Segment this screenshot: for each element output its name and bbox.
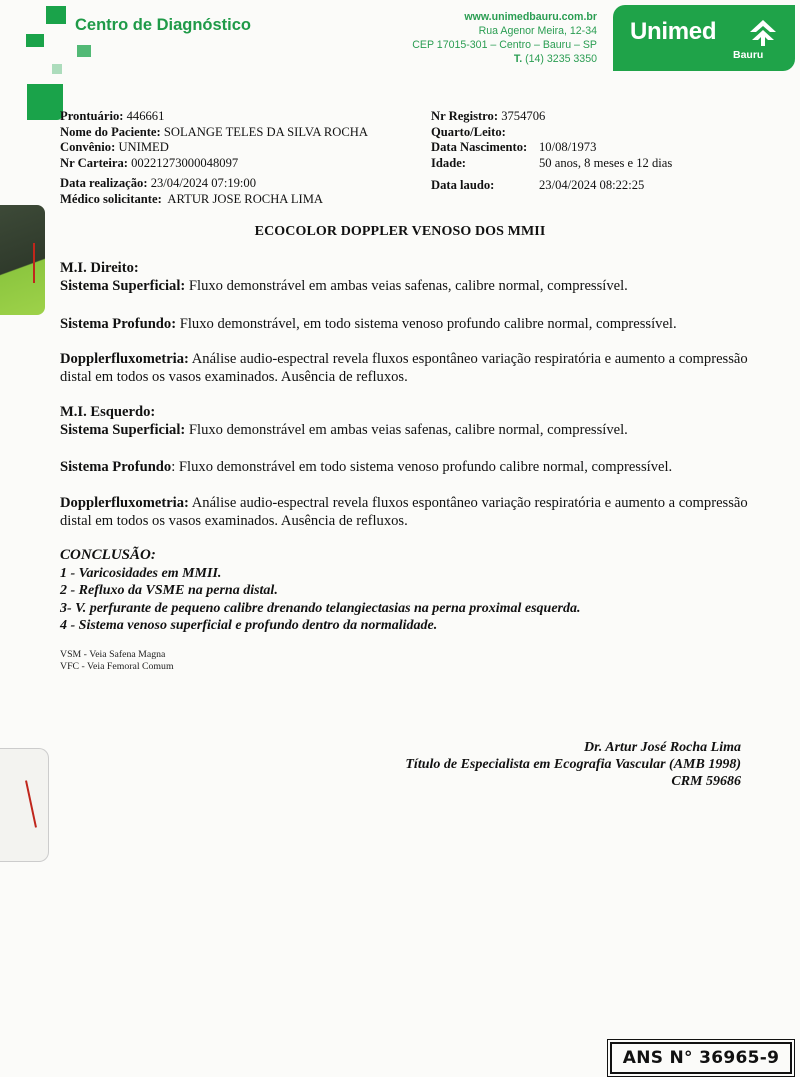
left-limb-section (60, 403, 760, 439)
data-realizacao-value: 23/04/2024 07:19:00 (150, 176, 257, 190)
left-doppler-paragraph: Dopplerfluxometria: Análise audio-espectral revela fluxos espontâneo variação respiratória e aumento a compressão distal em todos os vasos examinados. Ausência de refluxos. (60, 495, 748, 529)
unimed-logo (613, 5, 795, 71)
laudo-row: Data laudo: 23/04/2024 08:22:25 (431, 178, 645, 192)
doctor-title: Título de Especialista em Ecografia Vascular (AMB 1998) (405, 757, 741, 772)
conclusion-item: 1 - Varicosidades em MMII. (60, 565, 222, 581)
logo-city: Bauru (733, 49, 764, 61)
idade-value: 50 anos, 8 meses e 12 dias (539, 155, 673, 170)
clinic-name: Centro de Diagnóstico (75, 16, 252, 34)
conclusion-heading: CONCLUSÃO: (60, 547, 156, 563)
patient-info-right (431, 109, 672, 171)
clinic-address-block (412, 10, 597, 66)
registro-row: Nr Registro: 3754706 (431, 109, 546, 123)
address-line-2: CEP 17015-301 – Centro – Bauru – SP (412, 39, 597, 51)
right-doppler-paragraph: Dopplerfluxometria: Análise audio-espectral revela fluxos espontâneo variação respiratória e aumento a compressão distal em todos os vasos examinados. Ausência de refluxos. (60, 351, 748, 385)
nascimento-row: Data Nascimento: 10/08/1973 (431, 140, 597, 154)
address-line-1: Rua Agenor Meira, 12-34 (478, 25, 597, 37)
prontuario-row: Prontuário: 446661 (60, 109, 165, 123)
conclusion-item: 2 - Refluxo da VSME na perna distal. (60, 583, 278, 598)
right-deep-paragraph: Sistema Profundo: Fluxo demonstrável, em todo sistema venoso profundo calibre normal, compressível. (60, 316, 677, 332)
conclusion-item: 3- V. perfurante de pequeno calibre drenando telangiectasias na perna proximal esquerda. (60, 600, 581, 616)
exam-info-left (60, 176, 323, 207)
right-superficial-paragraph: Sistema Superficial: Fluxo demonstrável em ambas veias safenas, calibre normal, compressível. (60, 278, 628, 294)
idade-row: Idade: 50 anos, 8 meses e 12 dias (431, 155, 673, 170)
phone-number: (14) 3235 3350 (525, 53, 597, 65)
abbreviation-item: VFC - Veia Femoral Comum (60, 661, 174, 672)
medico-row: Médico solicitante: ARTUR JOSE ROCHA LIMA (60, 191, 324, 206)
right-limb-heading: M.I. Direito: (60, 260, 139, 276)
patient-info-left (60, 109, 368, 171)
red-mark-top (33, 243, 35, 283)
right-limb-section (60, 259, 760, 295)
report-title: ECOCOLOR DOPPLER VENOSO DOS MMII (254, 224, 546, 239)
left-superficial-paragraph: Sistema Superficial: Fluxo demonstrável em ambas veias safenas, calibre normal, compressível. (60, 422, 628, 438)
doctor-name: Dr. Artur José Rocha Lima (583, 740, 741, 755)
medico-value: ARTUR JOSE ROCHA LIMA (167, 191, 324, 206)
conclusion-item: 4 - Sistema venoso superficial e profundo dentro da normalidade. (60, 618, 438, 633)
data-realizacao-row: Data realização: 23/04/2024 07:19:00 (60, 176, 257, 190)
carteira-row: Nr Carteira: 00221273000048097 (60, 155, 239, 170)
signature-block (405, 739, 741, 790)
doctor-crm: CRM 59686 (671, 774, 741, 789)
left-deep-paragraph: Sistema Profundo: Fluxo demonstrável em todo sistema venoso profundo calibre normal, compressível. (60, 459, 673, 475)
patient-name-value: SOLANGE TELES DA SILVA ROCHA (163, 124, 368, 139)
patient-name-row: Nome do Paciente: SOLANGE TELES DA SILVA ROCHA (60, 124, 368, 139)
convenio-value: UNIMED (118, 140, 169, 154)
logo-brand: Unimed (630, 18, 717, 45)
conclusion-block (60, 547, 580, 635)
nascimento-value: 10/08/1973 (539, 140, 597, 154)
laudo-value: 23/04/2024 08:22:25 (539, 178, 645, 192)
binder-hole-tab (0, 748, 49, 862)
unimed-tree-icon (746, 18, 780, 48)
prontuario-value: 446661 (126, 109, 165, 123)
convenio-row: Convênio: UNIMED (60, 140, 169, 154)
abbreviation-item: VSM - Veia Safena Magna (60, 649, 166, 660)
website-link[interactable]: www.unimedbauru.com.br (464, 11, 597, 23)
phone-line (412, 52, 597, 66)
quarto-row: Quarto/Leito: (431, 124, 506, 139)
ans-registration-box: ANS N° 36965-9 (610, 1042, 792, 1074)
registro-value: 3754706 (501, 109, 546, 123)
left-limb-heading: M.I. Esquerdo: (60, 404, 156, 420)
binder-tab (0, 205, 45, 315)
carteira-value: 00221273000048097 (131, 155, 239, 170)
phone-prefix: T. (513, 53, 523, 65)
abbreviations (60, 649, 174, 673)
